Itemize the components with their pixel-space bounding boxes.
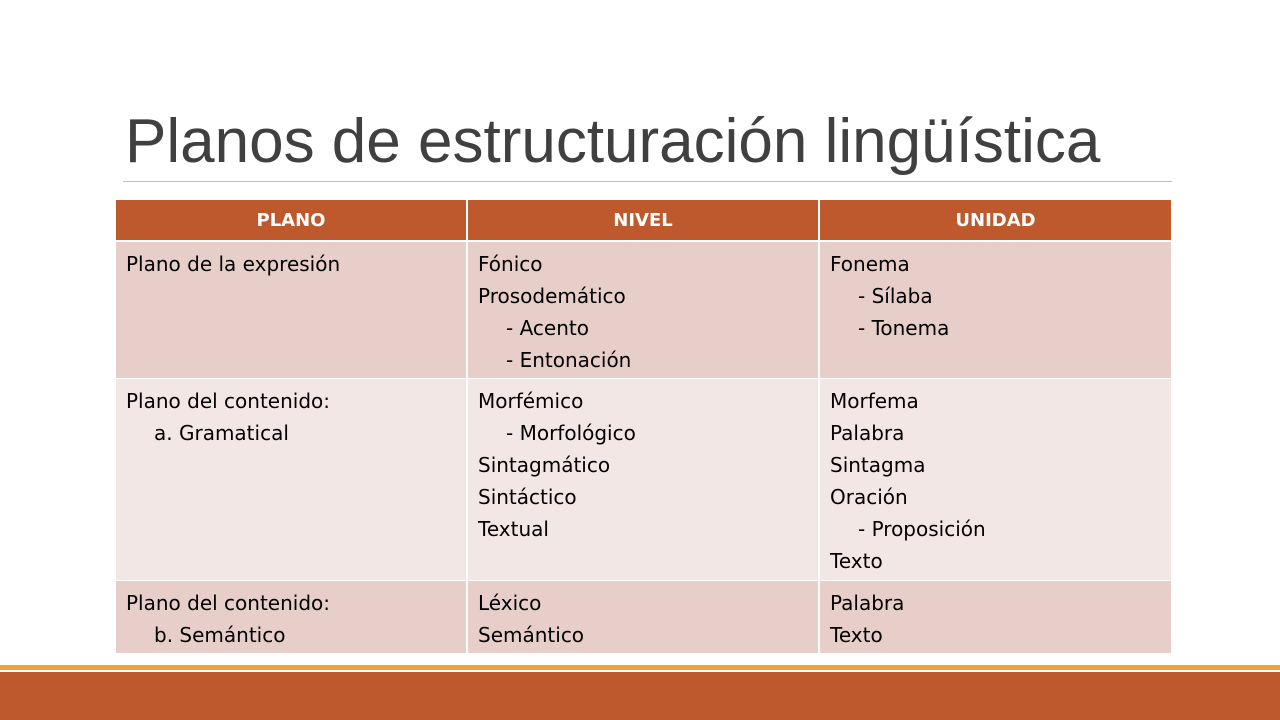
table-row [116, 379, 1171, 581]
cell-line: Oración [830, 485, 908, 509]
cell-line: a. Gramatical [154, 421, 289, 445]
cell-nivel [467, 379, 819, 581]
cell-line: - Tonema [858, 316, 950, 340]
cell-line: Palabra [830, 421, 905, 445]
footer-accent-line [0, 665, 1280, 670]
cell-line: Sintagmático [478, 453, 611, 477]
cell-nivel [467, 241, 819, 379]
cell-plano [116, 379, 467, 581]
cell-line: Fónico [478, 252, 543, 276]
column-header-unidad: UNIDAD [819, 200, 1171, 241]
column-header-plano: PLANO [116, 200, 467, 241]
cell-line: - Entonación [506, 348, 632, 372]
title-divider [123, 181, 1172, 182]
cell-line: Fonema [830, 252, 910, 276]
cell-line: Plano de la expresión [126, 252, 341, 276]
cell-unidad [819, 379, 1171, 581]
cell-plano [116, 581, 467, 654]
cell-line: Morfema [830, 389, 919, 413]
column-header-nivel: NIVEL [467, 200, 819, 241]
cell-line: Semántico [478, 623, 585, 647]
cell-line: Prosodemático [478, 284, 626, 308]
table-header-row [116, 200, 1171, 241]
cell-line: Textual [478, 517, 549, 541]
slide-title: Planos de estructuración lingüística [125, 107, 1101, 176]
table-row [116, 241, 1171, 379]
cell-unidad [819, 581, 1171, 654]
table-row [116, 581, 1171, 654]
cell-line: - Morfológico [506, 421, 636, 445]
cell-plano [116, 241, 467, 379]
cell-line: b. Semántico [154, 623, 286, 647]
cell-nivel [467, 581, 819, 654]
structure-table [116, 200, 1171, 654]
cell-line: Texto [830, 549, 883, 573]
cell-line: - Sílaba [858, 284, 933, 308]
cell-line: Palabra [830, 591, 905, 615]
cell-line: Sintáctico [478, 485, 577, 509]
cell-line: Plano del contenido: [126, 591, 331, 615]
cell-line: - Proposición [858, 517, 986, 541]
cell-line: Morfémico [478, 389, 584, 413]
cell-unidad [819, 241, 1171, 379]
cell-line: Léxico [478, 591, 542, 615]
cell-line: Sintagma [830, 453, 926, 477]
footer-bar [0, 672, 1280, 720]
cell-line: Texto [830, 623, 883, 647]
cell-line: - Acento [506, 316, 589, 340]
cell-line: Plano del contenido: [126, 389, 331, 413]
